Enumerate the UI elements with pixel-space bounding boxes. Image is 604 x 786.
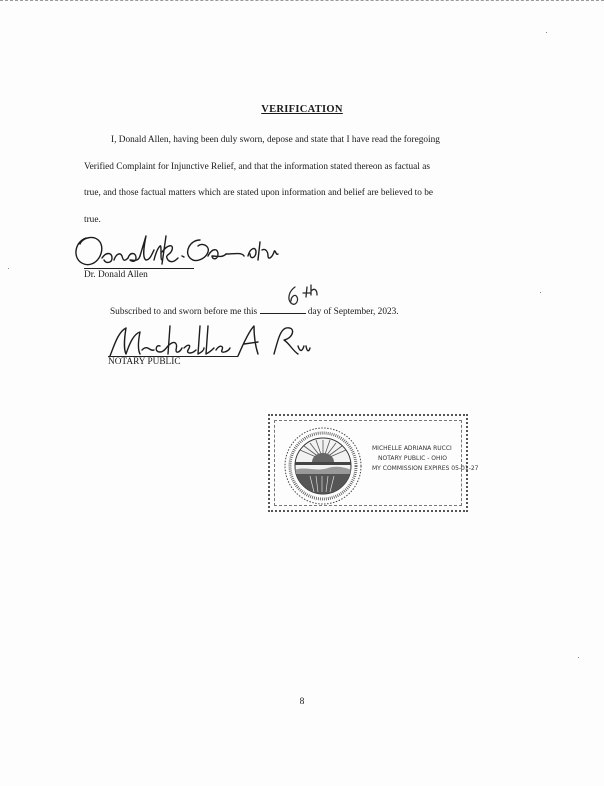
scan-speck — [540, 292, 541, 293]
stamp-notary-title: NOTARY PUBLIC - OHIO — [378, 455, 448, 462]
sworn-suffix: day of September, 2023. — [307, 307, 399, 317]
signature-line — [84, 268, 194, 269]
document-title: VERIFICATION — [261, 104, 343, 115]
paragraph-line: true. — [84, 214, 101, 225]
verification-paragraph — [84, 127, 524, 233]
signer-name: Dr. Donald Allen — [84, 270, 148, 280]
paragraph-line: I, Donald Allen, having been duly sworn, depose and state that I have read the foregoing — [111, 135, 440, 145]
page-number: 8 — [299, 697, 305, 707]
scan-speck — [546, 32, 547, 33]
stamp-notary-name: MICHELLE ADRIANA RUCCI — [372, 445, 452, 452]
notary-label: NOTARY PUBLIC — [108, 357, 181, 367]
paragraph-line: Verified Complaint for Injunctive Relief, and that the information stated thereon as factual as — [84, 161, 430, 172]
notary-stamp — [268, 414, 479, 512]
paragraph-line: true, and those factual matters which are stated upon information and belief are believed to be — [84, 188, 434, 198]
stamp-text — [372, 444, 479, 474]
sworn-statement — [110, 304, 399, 317]
ohio-seal-icon — [280, 426, 366, 511]
stamp-commission: MY COMMISSION EXPIRES 05-01-27 — [372, 465, 479, 472]
sworn-prefix: Subscribed to and sworn before me this — [110, 307, 258, 317]
scan-speck — [578, 657, 579, 658]
scan-speck — [8, 268, 9, 269]
page-top-edge — [0, 0, 604, 3]
handwritten-day — [281, 283, 321, 313]
